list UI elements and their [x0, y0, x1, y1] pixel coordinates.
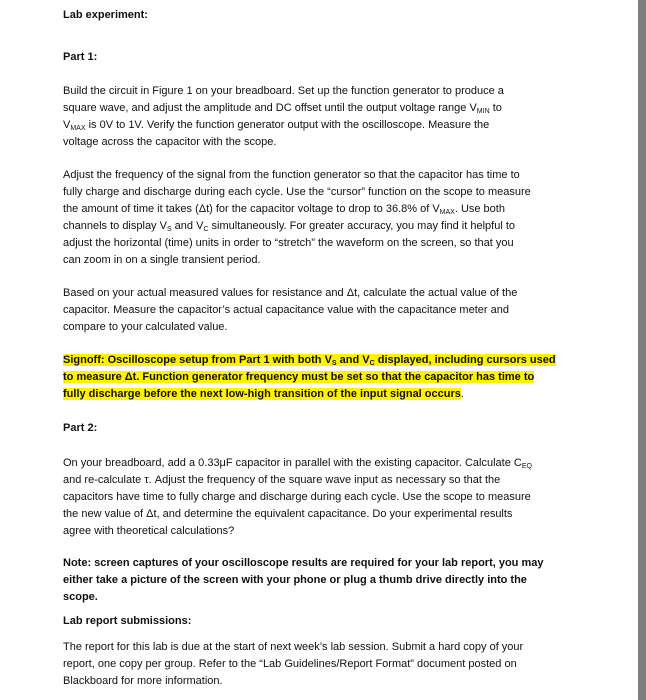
part1-heading: Part 1:	[63, 51, 98, 63]
signoff-highlight: Signoff: Oscilloscope setup from Part 1 with both $V_S$ and $V_C$ displayed, including cursors used to measure Δt. Function generator frequency must be set so that the capacitor has time to fully discharge before the next low-high transition of the input signal occurs.	[63, 354, 556, 400]
part1-paragraph-3: Based on your actual measured values for resistance and Δt, calculate the actual value of the capacitor. Measure the capacitor’s actual capacitance value with the capacitance meter and compare to your calculated value.	[63, 287, 518, 333]
note-paragraph: Note: screen captures of your oscilloscope results are required for your lab report, you may either take a picture of the screen with your phone or plug a thumb drive directly into the scope.	[63, 557, 544, 603]
submissions-paragraph: The report for this lab is due at the start of next week’s lab session. Submit a hard copy of your report, one copy per group. Refer to the “Lab Guidelines/Report Format” document posted on Blackboard for more information.	[63, 641, 524, 687]
part1-paragraph-1: Build the circuit in Figure 1 on your breadboard. Set up the function generator to produce a square wave, and adjust the amplitude and DC offset until the output voltage range $V_{MIN}$ to $V_{MAX}$ is 0V to 1V. Verify the function generator output with the oscilloscope. Measure the voltage across the capacitor with the scope.	[63, 85, 504, 148]
submissions-heading: Lab report submissions:	[63, 615, 192, 627]
part2-paragraph-1: On your breadboard, add a 0.33μF capacitor in parallel with the existing capacitor. Calculate $C_{EQ}$ and re-calculate τ. Adjust the frequency of the square wave input as necessary so that the capacitors have time to fully charge and discharge during each cycle. Use the scope to measure the new value of Δt, and determine the equivalent capacitance. Do your experimental results agree with theoretical calculations?	[63, 457, 532, 537]
part2-heading: Part 2:	[63, 422, 98, 434]
scrollbar[interactable]	[638, 0, 646, 700]
lab-title: Lab experiment:	[63, 9, 148, 21]
part1-paragraph-2: Adjust the frequency of the signal from the function generator so that the capacitor has time to fully charge and discharge during each cycle. Use the “cursor” function on the scope to measure the amount of time it takes (Δt) for the capacitor voltage to drop to 36.8% of $V_{MAX}$. Use both channels to display $V_S$ and $V_C$ simultaneously. For greater accuracy, you may find it helpful to adjust the horizontal (time) units in order to “stretch” the waveform on the screen, so that you can zoom in on a single transient period.	[63, 169, 531, 266]
